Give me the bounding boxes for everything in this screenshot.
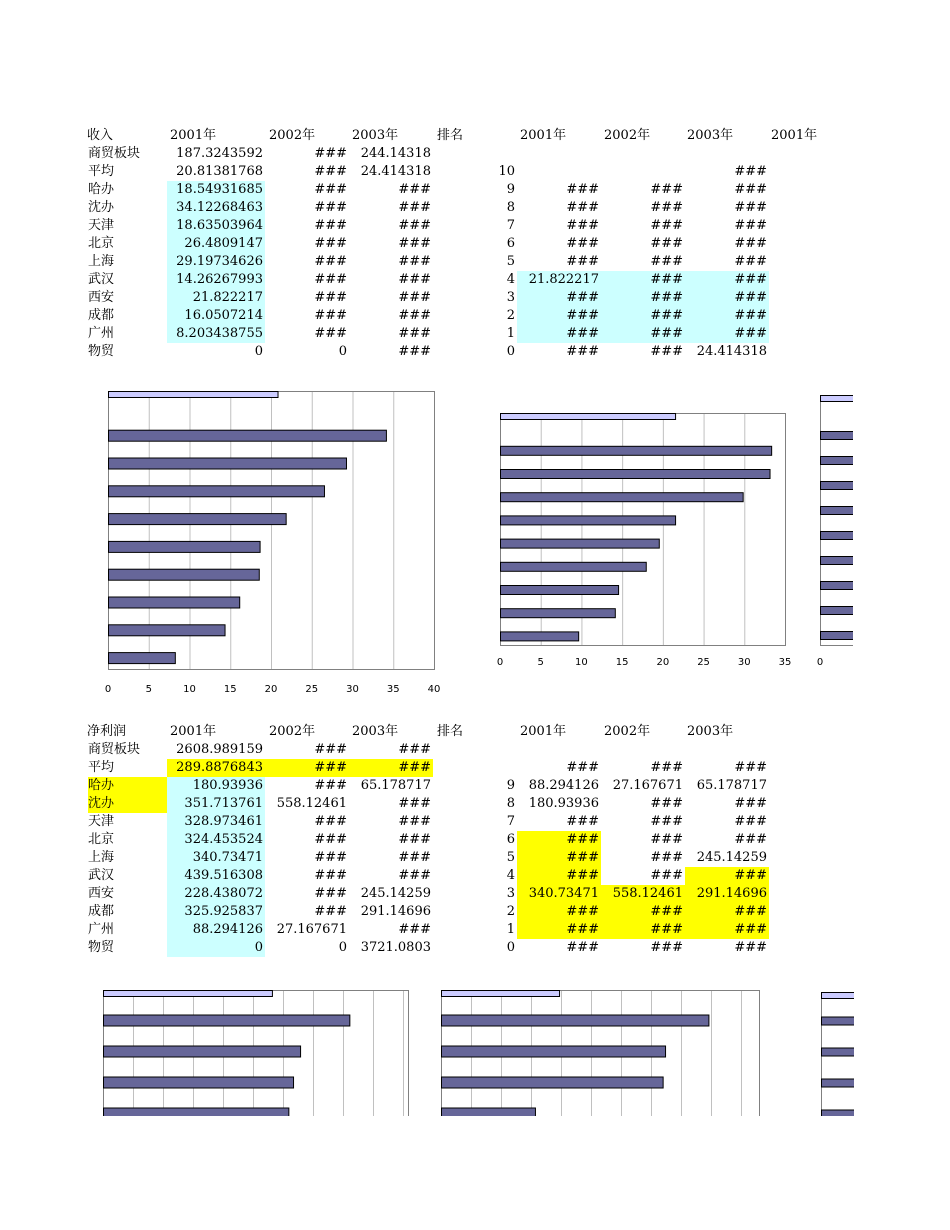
profit-cell-name: 哈办 xyxy=(88,777,168,795)
profit-cell-b: ### xyxy=(314,850,347,865)
profit-header-2: 2002年 xyxy=(269,724,316,739)
profit-cell-a: 88.294126 xyxy=(167,921,265,939)
revenue-cell-b: ### xyxy=(314,236,347,251)
revenue-cell-name: 广州 xyxy=(88,326,115,341)
revenue-cell-b: ### xyxy=(314,200,347,215)
x-tick-label: 25 xyxy=(305,684,319,695)
bar xyxy=(822,1048,855,1056)
revenue-cell-b: 0 xyxy=(338,344,347,359)
profit-cell-a: 340.73471 xyxy=(167,849,265,867)
profit-header-7: 2003年 xyxy=(687,724,734,739)
profit-cell-b: ### xyxy=(314,778,347,793)
bar xyxy=(501,493,744,502)
x-tick-label: 10 xyxy=(183,684,196,695)
revenue-cell-f: ### xyxy=(734,164,767,179)
revenue-header-5: 2001年 xyxy=(520,128,567,143)
profit-cell-name: 天津 xyxy=(88,814,115,829)
revenue-cell-e: ### xyxy=(650,344,683,359)
profit-cell-d: ### xyxy=(566,760,599,775)
bar-chart-1 xyxy=(108,391,436,671)
revenue-cell-rank: 3 xyxy=(506,290,515,305)
profit-cell-a: 439.516308 xyxy=(167,867,265,885)
profit-cell-f: ### xyxy=(734,940,767,955)
x-tick-label: 25 xyxy=(697,657,710,668)
revenue-cell-b: ### xyxy=(314,182,347,197)
profit-header-6: 2002年 xyxy=(604,724,651,739)
profit-cell-c: 3721.0803 xyxy=(360,940,431,955)
bar xyxy=(821,607,854,615)
revenue-cell-rank: 8 xyxy=(506,200,515,215)
x-tick-label: 0 xyxy=(104,684,112,695)
revenue-cell-a: 18.54931685 xyxy=(167,181,265,199)
profit-cell-f: ### xyxy=(734,832,767,847)
bar xyxy=(501,516,676,525)
bar-chart-2 xyxy=(500,413,787,647)
bar xyxy=(442,1108,536,1116)
profit-cell-b: ### xyxy=(265,759,349,777)
profit-cell-d: ### xyxy=(517,867,601,885)
revenue-cell-d: 21.822217 xyxy=(517,271,601,289)
profit-cell-a: 228.438072 xyxy=(167,885,265,903)
bar-average xyxy=(821,396,854,402)
revenue-cell-rank: 10 xyxy=(498,164,515,179)
profit-cell-rank: 8 xyxy=(506,796,515,811)
revenue-header-2: 2002年 xyxy=(269,128,316,143)
profit-cell-f: ### xyxy=(685,867,769,885)
revenue-cell-a: 34.12268463 xyxy=(167,199,265,217)
bar xyxy=(821,532,854,540)
revenue-cell-d: ### xyxy=(566,182,599,197)
bar xyxy=(821,632,854,640)
revenue-cell-e: ### xyxy=(650,182,683,197)
profit-cell-name: 商贸板块 xyxy=(88,742,141,757)
revenue-cell-f: ### xyxy=(734,236,767,251)
profit-cell-e: ### xyxy=(601,903,685,921)
revenue-cell-f: ### xyxy=(685,271,769,289)
revenue-cell-b: ### xyxy=(314,290,347,305)
x-tick-label: 5 xyxy=(145,684,152,695)
revenue-cell-d: ### xyxy=(566,254,599,269)
revenue-cell-f: ### xyxy=(734,182,767,197)
profit-cell-rank: 7 xyxy=(506,814,515,829)
profit-cell-a: 325.925837 xyxy=(167,903,265,921)
revenue-cell-d: ### xyxy=(566,218,599,233)
bar-average xyxy=(442,991,560,997)
profit-cell-e: ### xyxy=(650,796,683,811)
revenue-cell-b: ### xyxy=(314,254,347,269)
profit-cell-name: 沈办 xyxy=(88,795,168,813)
profit-cell-name: 成都 xyxy=(88,904,115,919)
x-tick-label: 35 xyxy=(386,684,400,695)
profit-cell-d: 340.73471 xyxy=(517,885,601,903)
revenue-header-3: 2003年 xyxy=(352,128,399,143)
revenue-cell-f: ### xyxy=(734,218,767,233)
revenue-cell-c: ### xyxy=(398,200,431,215)
revenue-cell-c: ### xyxy=(398,326,431,341)
revenue-cell-a: 0 xyxy=(254,344,263,359)
profit-cell-a: 351.713761 xyxy=(167,795,265,813)
profit-cell-c: ### xyxy=(398,850,431,865)
revenue-cell-name: 沈办 xyxy=(88,200,115,215)
profit-cell-rank: 4 xyxy=(506,868,515,883)
chart-svg-4 xyxy=(103,990,410,1116)
bar xyxy=(501,539,660,548)
revenue-cell-f: ### xyxy=(734,200,767,215)
revenue-cell-b: ### xyxy=(314,218,347,233)
profit-cell-c: ### xyxy=(398,832,431,847)
revenue-cell-a: 21.822217 xyxy=(167,289,265,307)
profit-header-4: 排名 xyxy=(437,724,464,739)
profit-cell-d: ### xyxy=(566,940,599,955)
profit-cell-f: 65.178717 xyxy=(696,778,767,793)
profit-cell-rank: 1 xyxy=(506,922,515,937)
profit-cell-b: ### xyxy=(314,868,347,883)
revenue-cell-a: 16.0507214 xyxy=(167,307,265,325)
revenue-cell-d: ### xyxy=(566,344,599,359)
profit-cell-d: 180.93936 xyxy=(528,796,599,811)
revenue-cell-a: 26.4809147 xyxy=(167,235,265,253)
bar-chart-4 xyxy=(103,990,410,1116)
profit-cell-c: 291.14696 xyxy=(360,904,431,919)
x-tick-label: 20 xyxy=(656,657,670,668)
revenue-cell-b: ### xyxy=(314,326,347,341)
bar xyxy=(821,432,854,440)
bar xyxy=(822,1017,855,1025)
bar xyxy=(501,632,579,641)
x-tick-label: 10 xyxy=(575,657,588,668)
revenue-header-7: 2003年 xyxy=(687,128,734,143)
profit-cell-name: 西安 xyxy=(88,886,115,901)
revenue-header-0: 收入 xyxy=(87,128,114,143)
x-tick-label: 35 xyxy=(778,657,792,668)
x-tick-label: 0 xyxy=(816,657,824,668)
x-tick-label: 0 xyxy=(496,657,504,668)
bar xyxy=(104,1077,294,1088)
profit-cell-f: 245.14259 xyxy=(696,850,767,865)
chart-svg-1 xyxy=(108,391,436,671)
revenue-cell-a: 20.81381768 xyxy=(176,164,263,179)
profit-cell-f: ### xyxy=(734,796,767,811)
bar xyxy=(822,1110,855,1116)
revenue-cell-rank: 4 xyxy=(506,272,515,287)
x-tick-label: 5 xyxy=(537,657,544,668)
revenue-cell-e: ### xyxy=(650,254,683,269)
x-tick-label: 15 xyxy=(223,684,237,695)
revenue-cell-e: ### xyxy=(650,200,683,215)
revenue-cell-name: 武汉 xyxy=(88,272,115,287)
profit-header-0: 净利润 xyxy=(87,724,127,739)
revenue-cell-rank: 5 xyxy=(506,254,515,269)
chart-svg-3 xyxy=(820,395,853,647)
x-tick-label: 15 xyxy=(615,657,629,668)
profit-header-1: 2001年 xyxy=(170,724,217,739)
bar xyxy=(821,557,854,565)
revenue-cell-f: ### xyxy=(734,254,767,269)
profit-cell-a: 324.453524 xyxy=(167,831,265,849)
bar xyxy=(109,625,226,636)
profit-cell-b: ### xyxy=(314,742,347,757)
profit-cell-b: 27.167671 xyxy=(276,922,347,937)
bar-average xyxy=(109,392,279,398)
revenue-cell-d: ### xyxy=(566,200,599,215)
profit-cell-c: ### xyxy=(349,759,433,777)
revenue-cell-a: 29.19734626 xyxy=(167,253,265,271)
revenue-cell-a: 14.26267993 xyxy=(167,271,265,289)
revenue-cell-b: ### xyxy=(314,272,347,287)
revenue-cell-e: ### xyxy=(601,307,685,325)
profit-cell-f: ### xyxy=(734,814,767,829)
profit-cell-rank: 2 xyxy=(506,904,515,919)
bar xyxy=(442,1046,666,1057)
x-tick-label: 30 xyxy=(346,684,359,695)
profit-cell-b: ### xyxy=(314,904,347,919)
revenue-cell-name: 平均 xyxy=(88,164,115,179)
profit-cell-d: ### xyxy=(517,831,601,849)
profit-cell-c: 65.178717 xyxy=(360,778,431,793)
revenue-cell-e: ### xyxy=(650,236,683,251)
profit-cell-e: ### xyxy=(650,814,683,829)
revenue-cell-c: ### xyxy=(398,254,431,269)
profit-header-3: 2003年 xyxy=(352,724,399,739)
revenue-cell-c: ### xyxy=(398,308,431,323)
bar xyxy=(109,486,325,497)
bar xyxy=(821,582,854,590)
revenue-cell-b: ### xyxy=(314,308,347,323)
bar xyxy=(109,541,261,552)
revenue-cell-a: 8.203438755 xyxy=(167,325,265,343)
bar xyxy=(501,562,647,571)
bar xyxy=(501,609,616,618)
bar xyxy=(109,514,287,525)
profit-cell-rank: 6 xyxy=(506,832,515,847)
profit-cell-f: ### xyxy=(685,903,769,921)
bar xyxy=(104,1108,289,1116)
revenue-cell-name: 哈办 xyxy=(88,182,115,197)
bar-chart-3 xyxy=(820,395,853,647)
profit-cell-name: 物贸 xyxy=(88,940,115,955)
profit-cell-rank: 3 xyxy=(506,886,515,901)
profit-cell-rank: 5 xyxy=(506,850,515,865)
bar xyxy=(821,457,854,465)
bar-average xyxy=(104,991,273,997)
profit-cell-e: ### xyxy=(650,868,683,883)
revenue-header-6: 2002年 xyxy=(604,128,651,143)
revenue-cell-name: 商贸板块 xyxy=(88,146,141,161)
chart-svg-2 xyxy=(500,413,787,647)
bar xyxy=(501,586,619,595)
bar-chart-5 xyxy=(441,990,761,1116)
revenue-cell-d: ### xyxy=(517,289,601,307)
revenue-cell-e: ### xyxy=(601,325,685,343)
profit-cell-e: ### xyxy=(650,850,683,865)
bar xyxy=(109,597,240,608)
revenue-cell-a: 187.3243592 xyxy=(176,146,263,161)
profit-cell-e: 27.167671 xyxy=(612,778,683,793)
revenue-header-4: 排名 xyxy=(437,128,464,143)
revenue-cell-rank: 0 xyxy=(506,344,515,359)
revenue-cell-d: ### xyxy=(566,236,599,251)
bar xyxy=(442,1015,709,1026)
profit-cell-a: 289.8876843 xyxy=(167,759,265,777)
revenue-cell-f: ### xyxy=(685,289,769,307)
revenue-cell-b: ### xyxy=(314,146,347,161)
bar xyxy=(501,470,771,479)
profit-cell-b: ### xyxy=(314,886,347,901)
revenue-cell-name: 北京 xyxy=(88,236,115,251)
bar-average xyxy=(501,414,676,420)
revenue-cell-f: ### xyxy=(685,325,769,343)
profit-cell-d: 88.294126 xyxy=(528,778,599,793)
revenue-cell-name: 上海 xyxy=(88,254,115,269)
profit-cell-name: 北京 xyxy=(88,832,115,847)
bar xyxy=(501,446,772,455)
revenue-cell-name: 物贸 xyxy=(88,344,115,359)
revenue-cell-c: ### xyxy=(398,182,431,197)
revenue-cell-c: ### xyxy=(398,218,431,233)
revenue-cell-e: ### xyxy=(601,289,685,307)
profit-cell-c: ### xyxy=(398,922,431,937)
x-tick-label: 20 xyxy=(264,684,278,695)
profit-cell-rank: 9 xyxy=(506,778,515,793)
bar-chart-6 xyxy=(821,992,854,1116)
bar xyxy=(104,1015,350,1026)
profit-cell-c: ### xyxy=(398,868,431,883)
bar xyxy=(821,482,854,490)
profit-cell-d: ### xyxy=(517,849,601,867)
revenue-cell-b: ### xyxy=(314,164,347,179)
revenue-cell-rank: 1 xyxy=(506,326,515,341)
profit-cell-name: 武汉 xyxy=(88,868,115,883)
profit-cell-e: 558.12461 xyxy=(601,885,685,903)
profit-cell-b: ### xyxy=(314,814,347,829)
revenue-cell-name: 西安 xyxy=(88,290,115,305)
revenue-cell-e: ### xyxy=(650,218,683,233)
revenue-cell-rank: 9 xyxy=(506,182,515,197)
revenue-cell-d: ### xyxy=(517,325,601,343)
profit-header-5: 2001年 xyxy=(520,724,567,739)
profit-cell-a: 0 xyxy=(167,939,265,957)
chart-svg-5 xyxy=(441,990,761,1116)
profit-cell-f: 291.14696 xyxy=(685,885,769,903)
revenue-cell-rank: 6 xyxy=(506,236,515,251)
profit-cell-b: 0 xyxy=(338,940,347,955)
profit-cell-e: ### xyxy=(601,921,685,939)
bar xyxy=(821,507,854,515)
bar xyxy=(109,569,260,580)
bar xyxy=(822,1079,855,1087)
profit-cell-e: ### xyxy=(650,832,683,847)
x-tick-label: 30 xyxy=(737,657,751,668)
profit-cell-rank: 0 xyxy=(506,940,515,955)
bar xyxy=(109,430,387,441)
revenue-cell-e: ### xyxy=(601,271,685,289)
profit-cell-b: ### xyxy=(314,832,347,847)
bar xyxy=(442,1077,664,1088)
revenue-cell-f: ### xyxy=(685,307,769,325)
bar xyxy=(109,458,347,469)
profit-cell-c: ### xyxy=(398,796,431,811)
revenue-cell-c: ### xyxy=(398,290,431,305)
profit-cell-d: ### xyxy=(566,814,599,829)
bar-average xyxy=(822,993,855,999)
bar xyxy=(109,653,176,664)
profit-cell-name: 平均 xyxy=(88,760,115,775)
revenue-cell-c: ### xyxy=(398,272,431,287)
revenue-cell-a: 18.63503964 xyxy=(167,217,265,235)
revenue-cell-rank: 7 xyxy=(506,218,515,233)
profit-cell-f: ### xyxy=(685,921,769,939)
revenue-header-1: 2001年 xyxy=(170,128,217,143)
profit-cell-name: 上海 xyxy=(88,850,115,865)
profit-cell-a: 180.93936 xyxy=(167,777,265,795)
profit-cell-name: 广州 xyxy=(88,922,115,937)
profit-cell-c: 245.14259 xyxy=(360,886,431,901)
revenue-cell-d: ### xyxy=(517,307,601,325)
x-tick-label: 40 xyxy=(427,684,441,695)
revenue-cell-c: ### xyxy=(398,236,431,251)
revenue-cell-c: ### xyxy=(398,344,431,359)
profit-cell-e: ### xyxy=(650,760,683,775)
profit-cell-a: 328.973461 xyxy=(167,813,265,831)
profit-cell-e: ### xyxy=(650,940,683,955)
revenue-header-8: 2001年 xyxy=(771,128,818,143)
profit-cell-c: ### xyxy=(398,742,431,757)
chart-svg-6 xyxy=(821,992,854,1116)
revenue-cell-name: 天津 xyxy=(88,218,115,233)
profit-cell-d: ### xyxy=(517,921,601,939)
revenue-cell-c: 244.14318 xyxy=(360,146,431,161)
revenue-cell-name: 成都 xyxy=(88,308,115,323)
profit-cell-d: ### xyxy=(517,903,601,921)
revenue-cell-rank: 2 xyxy=(506,308,515,323)
profit-cell-c: ### xyxy=(398,814,431,829)
profit-cell-a: 2608.989159 xyxy=(176,742,263,757)
revenue-cell-c: 24.414318 xyxy=(360,164,431,179)
profit-cell-f: ### xyxy=(734,760,767,775)
revenue-cell-f: 24.414318 xyxy=(696,344,767,359)
profit-cell-b: 558.12461 xyxy=(276,796,347,811)
bar xyxy=(104,1046,301,1057)
